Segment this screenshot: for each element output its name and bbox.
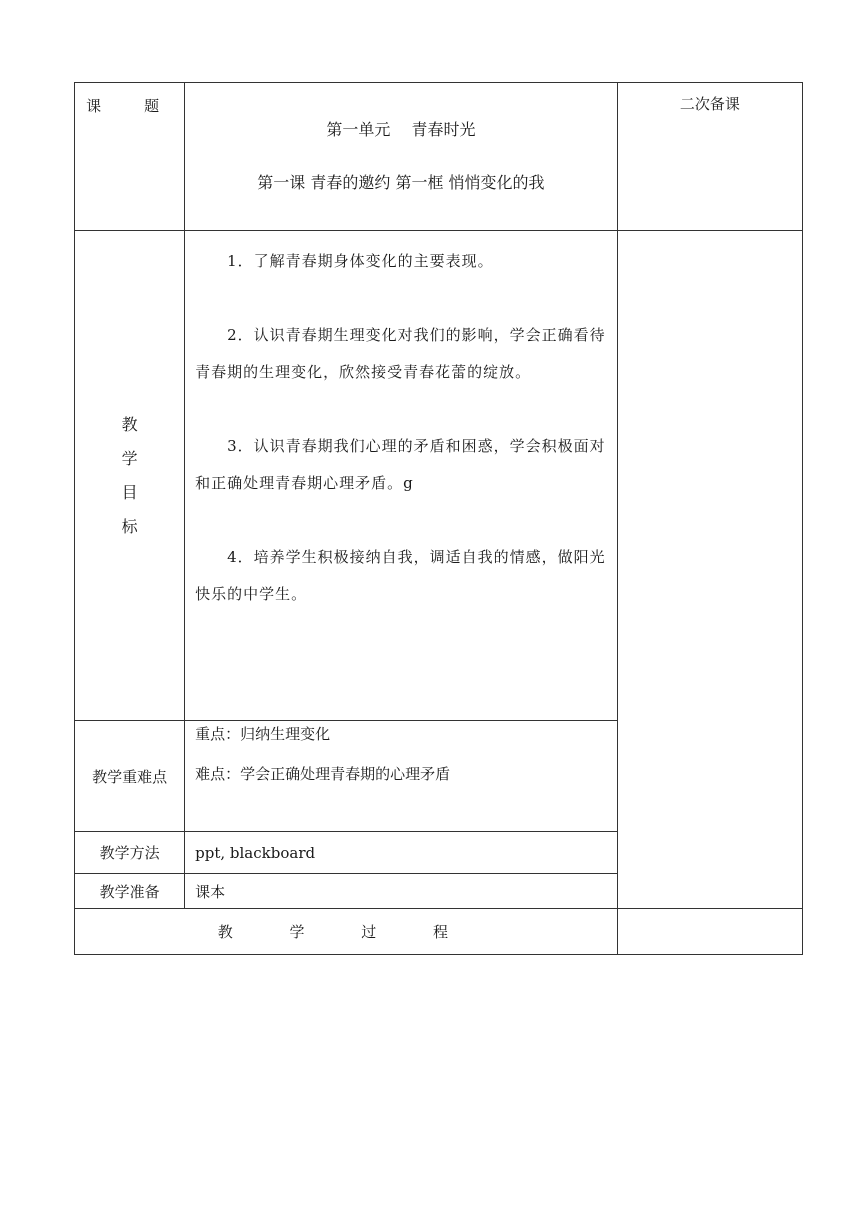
goal-item: 4．培养学生积极接纳自我，调适自我的情感，做阳光快乐的中学生。 bbox=[195, 548, 606, 603]
goals-label-char: 学 bbox=[121, 448, 138, 468]
key-point: 重点：归纳生理变化 bbox=[195, 725, 331, 743]
key-points-label: 教学重难点 bbox=[75, 721, 185, 832]
backup-column bbox=[617, 231, 802, 909]
goal-item: 1．了解青春期身体变化的主要表现。 bbox=[227, 252, 494, 270]
backup-header: 二次备课 bbox=[617, 83, 802, 231]
topic-label: 课 题 bbox=[75, 83, 185, 231]
lesson-title: 第一课 青春的邀约 第一框 悄悄变化的我 bbox=[257, 173, 545, 192]
lesson-plan-table bbox=[74, 82, 803, 955]
goals-label bbox=[75, 231, 185, 721]
preparation-value: 课本 bbox=[185, 874, 618, 909]
goals-label-char: 教 bbox=[121, 414, 138, 434]
unit-title: 第一单元 青春时光 bbox=[326, 120, 476, 139]
method-label: 教学方法 bbox=[75, 832, 185, 874]
key-points-content bbox=[185, 721, 618, 832]
method-value: ppt, blackboard bbox=[185, 832, 618, 874]
goals-label-char: 目 bbox=[121, 482, 138, 502]
preparation-label: 教学准备 bbox=[75, 874, 185, 909]
goals-label-char: 标 bbox=[121, 516, 138, 536]
goal-item: 3．认识青春期我们心理的矛盾和困惑，学会积极面对和正确处理青春期心理矛盾。g bbox=[195, 437, 606, 492]
process-backup-cell bbox=[617, 909, 802, 955]
process-header: 教 学 过 程 bbox=[75, 909, 618, 955]
topic-cell bbox=[185, 83, 618, 231]
difficulty-point: 难点：学会正确处理青春期的心理矛盾 bbox=[195, 765, 451, 783]
goals-content bbox=[185, 231, 618, 721]
goal-item: 2．认识青春期生理变化对我们的影响，学会正确看待青春期的生理变化，欣然接受青春花蕾的绽放。 bbox=[195, 326, 606, 381]
